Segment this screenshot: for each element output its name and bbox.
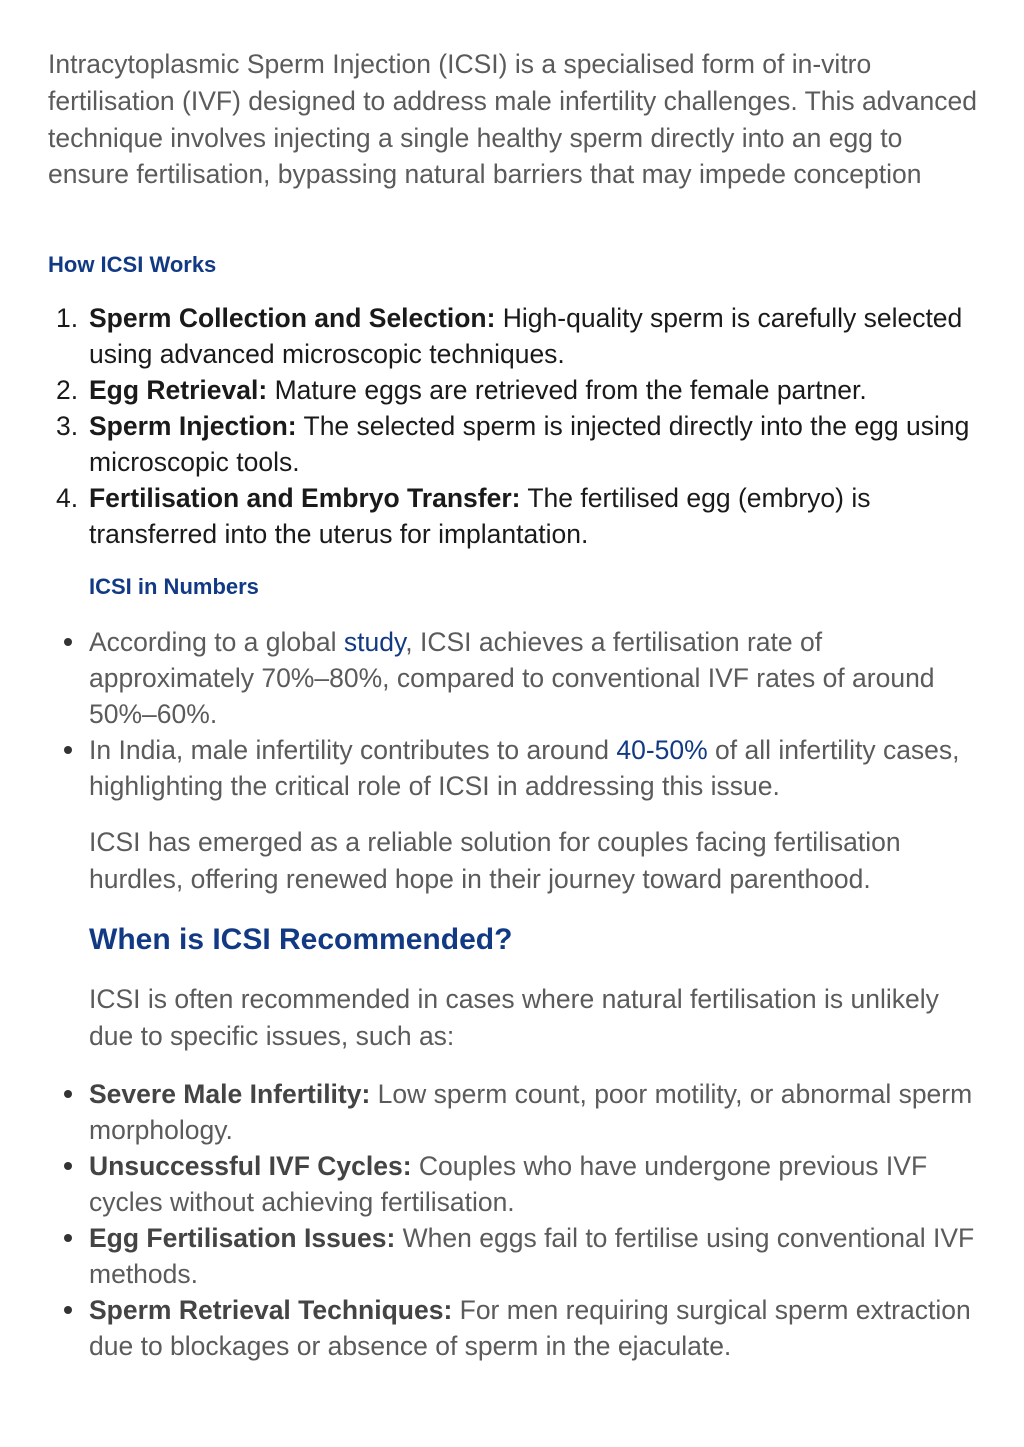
- step-number: 1.: [56, 303, 79, 333]
- list-item: [48, 732, 978, 804]
- how-icsi-works-heading: How ICSI Works: [48, 252, 217, 277]
- step-text: The selected sperm is injected directly into the egg using microscopic tools.: [89, 411, 970, 477]
- case-title: Sperm Retrieval Techniques:: [89, 1295, 453, 1325]
- list-item: [48, 1292, 978, 1364]
- case-text: Couples who have undergone previous IVF cycles without achieving fertilisation.: [89, 1151, 928, 1217]
- when-intro-paragraph: ICSI is often recommended in cases where natural fertilisation is unlikely due to specific issues, such as:: [89, 984, 939, 1051]
- bullet-icon: [64, 638, 72, 646]
- step-title: Sperm Injection:: [89, 411, 297, 441]
- step-item: [48, 480, 978, 552]
- step-text: The fertilised egg (embryo) is transferred into the uterus for implantation.: [89, 483, 871, 549]
- case-text: For men requiring surgical sperm extraction due to blockages or absence of sperm in the ejaculate.: [89, 1295, 971, 1361]
- step-title: Egg Retrieval:: [89, 375, 268, 405]
- statistic-link[interactable]: 40-50%: [616, 735, 708, 765]
- bullet-icon: [64, 1234, 72, 1242]
- step-item: [48, 300, 978, 372]
- step-number: 3.: [56, 411, 79, 441]
- step-number: 2.: [56, 375, 79, 405]
- step-title: Fertilisation and Embryo Transfer:: [89, 483, 521, 513]
- list-text: , ICSI achieves a fertilisation rate of approximately 70%–80%, compared to conventional IVF rates of around 50%–60%.: [89, 627, 935, 729]
- bullet-icon: [64, 1162, 72, 1170]
- list-item: [48, 624, 978, 732]
- summary-paragraph: ICSI has emerged as a reliable solution for couples facing fertilisation hurdles, offering renewed hope in their journey toward parenthood.: [89, 827, 901, 894]
- step-number: 4.: [56, 483, 79, 513]
- case-title: Unsuccessful IVF Cycles:: [89, 1151, 412, 1181]
- bullet-icon: [64, 1306, 72, 1314]
- icsi-in-numbers-heading: ICSI in Numbers: [89, 574, 259, 599]
- bullet-icon: [64, 746, 72, 754]
- list-item: [48, 1220, 978, 1292]
- when-recommended-heading: When is ICSI Recommended?: [89, 923, 513, 956]
- list-text: According to a global: [89, 627, 344, 657]
- how-icsi-steps-list: [48, 300, 978, 552]
- intro-paragraph: Intracytoplasmic Sperm Injection (ICSI) is a specialised form of in-vitro fertilisation (IVF) designed to address male infertility challenges. This advanced technique involves injecting a single healthy sperm directly into an egg to ensure fertilisation, bypassing natural barriers that may impede conception: [48, 49, 977, 190]
- list-text: In India, male infertility contributes to around: [89, 735, 617, 765]
- case-title: Severe Male Infertility:: [89, 1079, 371, 1109]
- step-text: High-quality sperm is carefully selected using advanced microscopic techniques.: [89, 303, 963, 369]
- recommended-cases-list: [48, 1076, 978, 1364]
- list-text: of all infertility cases, highlighting the critical role of ICSI in addressing this issue.: [89, 735, 960, 801]
- bullet-icon: [64, 1090, 72, 1098]
- study-link[interactable]: study: [343, 627, 406, 657]
- step-item: [48, 372, 978, 408]
- case-text: Low sperm count, poor motility, or abnormal sperm morphology.: [89, 1079, 973, 1145]
- case-title: Egg Fertilisation Issues:: [89, 1223, 396, 1253]
- list-item: [48, 1076, 978, 1148]
- icsi-numbers-list: [48, 624, 978, 804]
- step-item: [48, 408, 978, 480]
- case-text: When eggs fail to fertilise using conventional IVF methods.: [89, 1223, 975, 1289]
- step-title: Sperm Collection and Selection:: [89, 303, 496, 333]
- list-item: [48, 1148, 978, 1220]
- step-text: Mature eggs are retrieved from the female partner.: [267, 375, 867, 405]
